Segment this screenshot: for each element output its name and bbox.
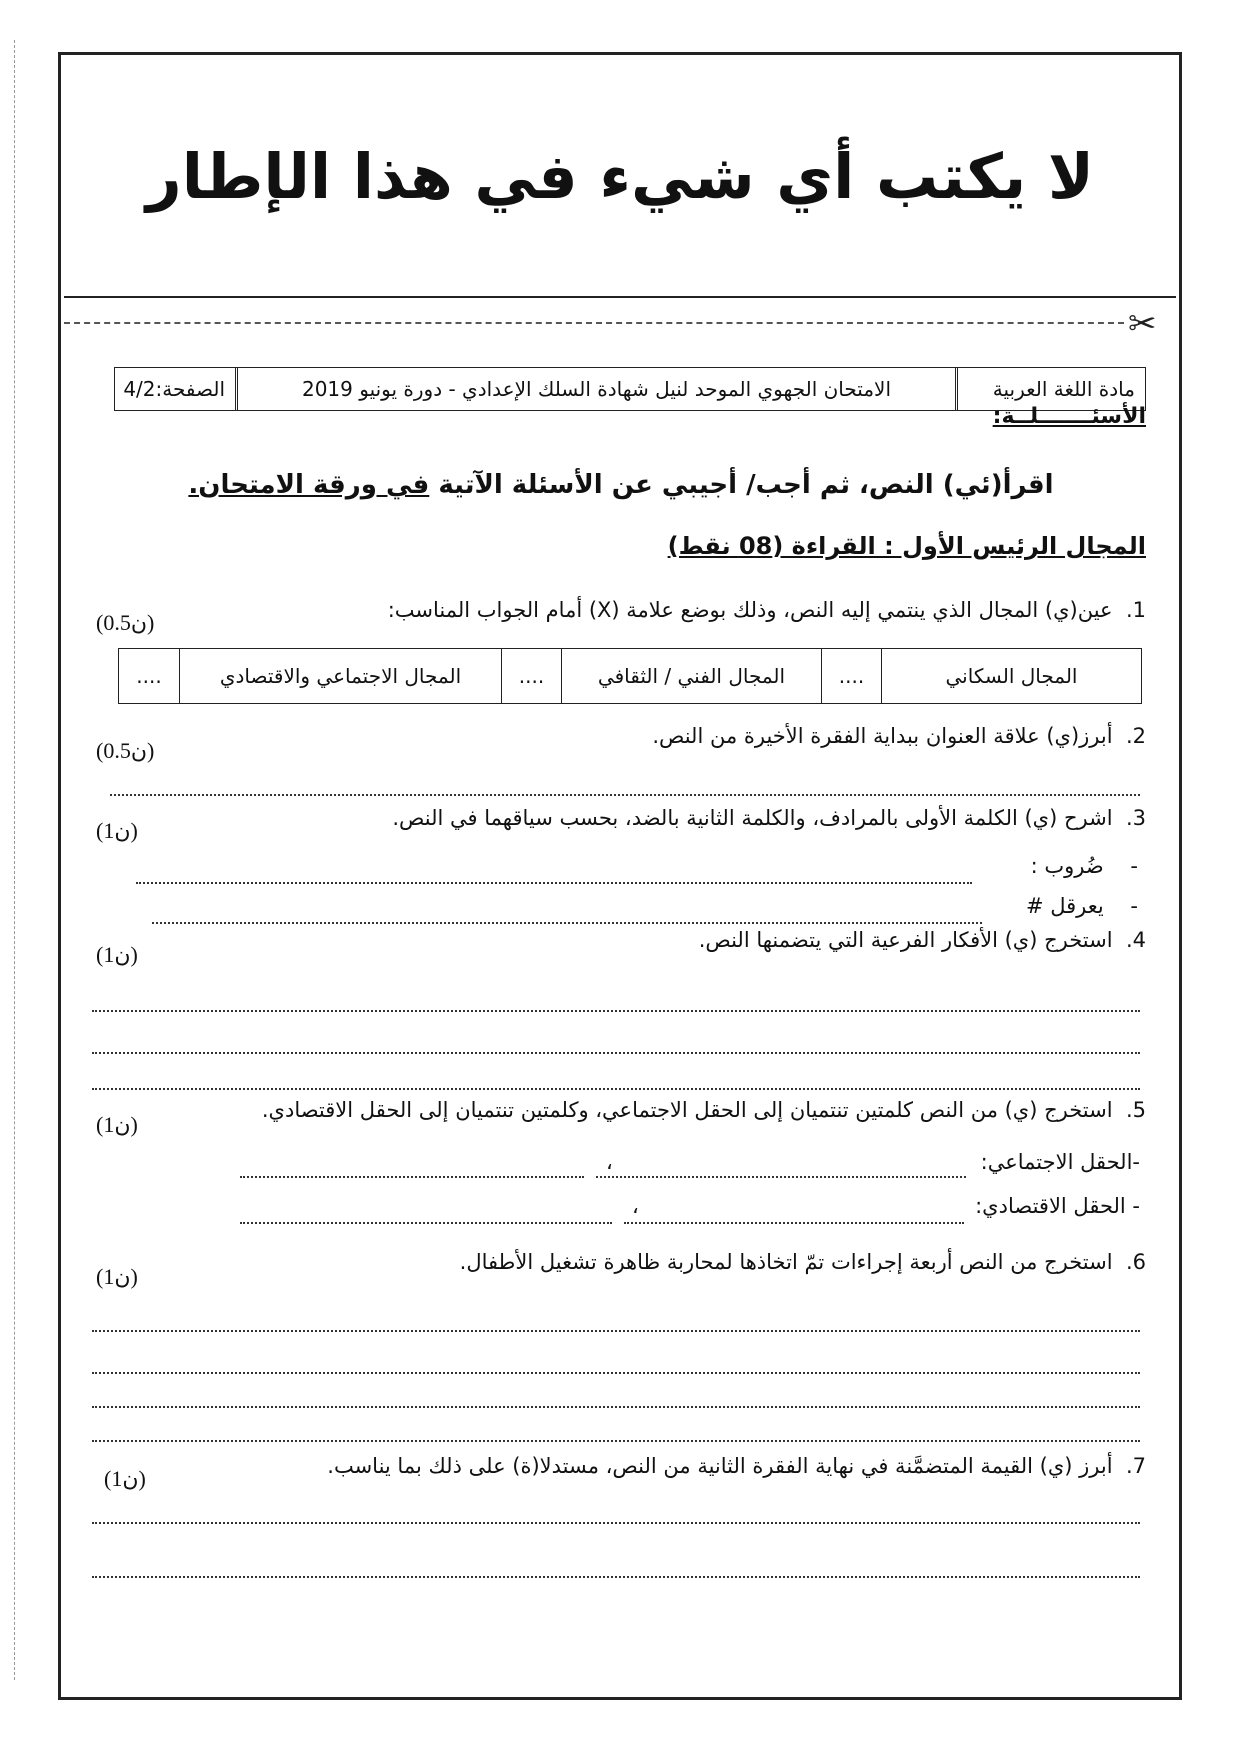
question-3 xyxy=(392,806,1146,830)
question-text: اشرح (ي) الكلمة الأولى بالمرادف، والكلمة الثانية بالضد، بحسب سياقهما في النص. xyxy=(392,806,1113,830)
answer-line[interactable] xyxy=(92,1010,1140,1012)
answer-line[interactable] xyxy=(110,794,1140,796)
subject-cell: مادة اللغة العربية xyxy=(955,368,1145,410)
question-number: 3. xyxy=(1125,806,1146,830)
answer-line[interactable] xyxy=(92,1522,1140,1524)
choice-label: المجال الفني / الثقافي xyxy=(561,649,821,703)
item-label: يعرقل # xyxy=(1025,894,1104,918)
instruction-underlined: في ورقة الامتحان. xyxy=(188,470,430,500)
question-text: أبرز (ي) القيمة المتضمَّنة في نهاية الفقرة الثانية من النص، مستدلا(ة) على ذلك بما يناسب. xyxy=(327,1454,1113,1478)
question-7 xyxy=(327,1454,1146,1478)
answer-line[interactable] xyxy=(624,1222,964,1224)
question-4-points: (1ن) xyxy=(96,942,138,967)
choice-mark-box[interactable]: .... xyxy=(136,664,162,688)
answer-line[interactable] xyxy=(136,882,972,884)
q5-field-social: -الحقل الاجتماعي: xyxy=(980,1150,1140,1174)
question-text: استخرج (ي) من النص كلمتين تنتميان إلى الحقل الاجتماعي، وكلمتين تنتميان إلى الحقل الاقتصادي. xyxy=(261,1098,1113,1122)
answer-line[interactable] xyxy=(240,1176,584,1178)
answer-line[interactable] xyxy=(152,922,982,924)
scissors-icon: ✂ xyxy=(1128,304,1157,344)
answer-line[interactable] xyxy=(92,1088,1140,1090)
page-frame xyxy=(58,52,1182,1700)
choice-label: المجال السكاني xyxy=(881,649,1141,703)
question-2-points: (0.5ن) xyxy=(96,738,155,763)
question-number: 5. xyxy=(1125,1098,1146,1122)
question-7-points: (1ن) xyxy=(104,1466,146,1491)
cut-line xyxy=(64,322,1124,324)
question-3-points: (1ن) xyxy=(96,818,138,843)
choices-table xyxy=(118,648,1142,704)
exam-info-row xyxy=(114,367,1146,411)
exam-cell: الامتحان الجهوي الموحد لنيل شهادة السلك الإعدادي - دورة يونيو 2019 xyxy=(235,368,955,410)
question-text: استخرج من النص أربعة إجراءات تمّ اتخاذها لمحاربة ظاهرة تشغيل الأطفال. xyxy=(459,1250,1113,1274)
header-box xyxy=(64,58,1176,298)
do-not-write-banner: لا يكتب أي شيء في هذا الإطار xyxy=(146,140,1094,213)
instruction xyxy=(96,470,1146,500)
question-text: أبرز(ي) علاقة العنوان ببداية الفقرة الأخيرة من النص. xyxy=(652,724,1113,748)
question-number: 4. xyxy=(1125,928,1146,952)
instruction-text: اقرأ(ئي) النص، ثم أجب/ أجيبي عن الأسئلة الآتية xyxy=(429,470,1054,500)
question-text: عين(ي) المجال الذي ينتمي إليه النص، وذلك بوضع علامة (X) أمام الجواب المناسب: xyxy=(387,598,1113,622)
section-title: المجال الرئيس الأول : القراءة (08 نقط) xyxy=(667,532,1146,560)
q5-field-economic: - الحقل الاقتصادي: xyxy=(975,1194,1140,1218)
answer-line[interactable] xyxy=(92,1372,1140,1374)
left-margin-dash xyxy=(14,40,15,1680)
answer-line[interactable] xyxy=(240,1222,612,1224)
answer-line[interactable] xyxy=(92,1052,1140,1054)
answer-line[interactable] xyxy=(92,1576,1140,1578)
answer-line[interactable] xyxy=(92,1330,1140,1332)
q3-item-1: - ضُروب : xyxy=(1030,854,1138,878)
question-text: استخرج (ي) الأفكار الفرعية التي يتضمنها النص. xyxy=(698,928,1113,952)
question-2 xyxy=(652,724,1146,748)
q3-item-2: - يعرقل # xyxy=(1025,894,1138,918)
page-number-cell: الصفحة:4/2 xyxy=(123,377,225,401)
answer-line[interactable] xyxy=(92,1406,1140,1408)
answer-line[interactable] xyxy=(92,1440,1140,1442)
comma: ، xyxy=(632,1194,639,1218)
question-number: 7. xyxy=(1125,1454,1146,1478)
comma: ، xyxy=(606,1150,613,1174)
question-1-points: (0.5ن) xyxy=(96,610,155,635)
questions-heading: الأسئـــــــلــة: xyxy=(992,404,1146,429)
question-4 xyxy=(699,928,1146,952)
question-6 xyxy=(460,1250,1146,1274)
answer-line[interactable] xyxy=(596,1176,966,1178)
question-6-points: (1ن) xyxy=(96,1264,138,1289)
choice-mark-box[interactable]: .... xyxy=(501,649,561,703)
choice-mark-box[interactable]: .... xyxy=(821,649,881,703)
choice-label: المجال الاجتماعي والاقتصادي xyxy=(179,649,501,703)
question-number: 1. xyxy=(1125,598,1146,622)
question-5-points: (1ن) xyxy=(96,1112,138,1137)
item-label: ضُروب : xyxy=(1030,854,1104,878)
question-number: 6. xyxy=(1125,1250,1146,1274)
question-number: 2. xyxy=(1125,724,1146,748)
question-1 xyxy=(388,598,1146,622)
question-5 xyxy=(262,1098,1146,1122)
